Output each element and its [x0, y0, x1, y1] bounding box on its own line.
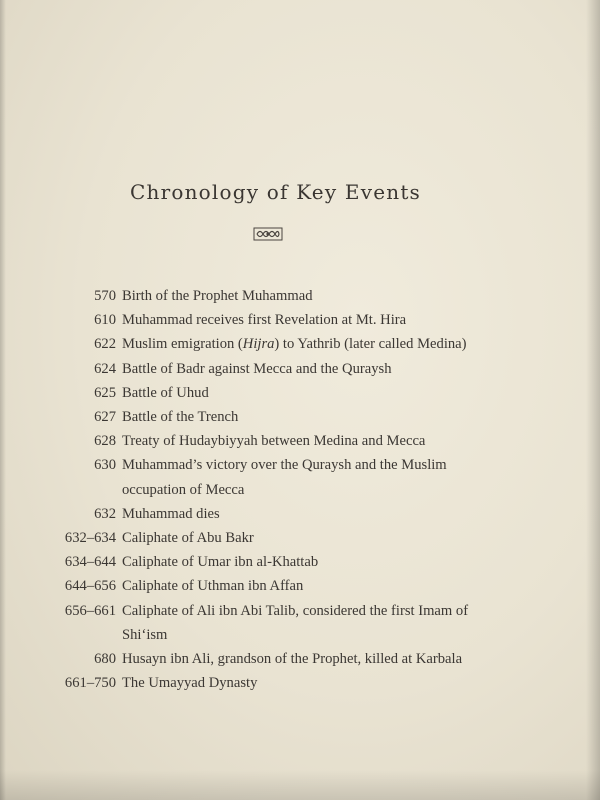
event-text-part: ) to Yathrib (later called Medina) — [274, 336, 467, 353]
list-item — [40, 574, 540, 598]
event-year: 630 — [94, 457, 116, 474]
event-description: Treaty of Hudaybiyyah between Medina and Mecca — [122, 433, 426, 450]
event-year: 627 — [94, 409, 116, 426]
list-item — [40, 453, 540, 501]
list-item — [40, 429, 540, 453]
chapter-title: Chronology of Key Events — [130, 180, 422, 204]
event-description: Muhammad receives first Revelation at Mt. Hira — [122, 312, 407, 329]
event-year: 656–661 — [64, 602, 116, 619]
list-item — [40, 599, 540, 647]
list-item — [40, 308, 540, 332]
event-description: Caliphate of Umar ibn al-Khattab — [122, 554, 319, 571]
page-shadow — [586, 0, 600, 800]
list-item — [40, 550, 540, 574]
event-description: Caliphate of Abu Bakr — [122, 530, 254, 547]
event-description: Muhammad’s victory over the Quraysh and the Muslim occupation of Mecca — [122, 457, 447, 498]
event-year: 610 — [94, 312, 116, 329]
event-year: 570 — [94, 288, 116, 304]
event-text-part: Muslim emigration ( — [122, 336, 243, 353]
event-year: 625 — [94, 384, 116, 401]
event-description: Battle of the Trench — [122, 409, 239, 426]
event-year: 624 — [94, 360, 116, 377]
event-description: Muhammad dies — [122, 505, 220, 522]
list-item — [40, 526, 540, 550]
event-description: Battle of Badr against Mecca and the Quraysh — [122, 360, 392, 377]
event-year: 622 — [94, 336, 116, 353]
list-item — [40, 647, 540, 671]
list-item — [40, 381, 540, 405]
event-year: 632–634 — [64, 530, 116, 547]
event-description — [122, 332, 522, 356]
event-description: Husayn ibn Ali, grandson of the Prophet, killed at Karbala — [122, 651, 463, 668]
list-item — [40, 284, 540, 308]
event-description: Caliphate of Uthman ibn Affan — [122, 578, 304, 595]
event-year: 661–750 — [64, 675, 116, 692]
event-description: Caliphate of Ali ibn Abi Talib, considered the first Imam of Shi‘ism — [122, 602, 469, 643]
event-description: The Umayyad Dynasty — [122, 675, 258, 692]
event-year: 628 — [94, 433, 116, 450]
event-year: 680 — [94, 651, 116, 668]
event-year: 634–644 — [64, 554, 116, 571]
list-item — [40, 357, 540, 381]
list-item — [40, 671, 540, 695]
event-description: Birth of the Prophet Muhammad — [122, 288, 313, 304]
event-year: 644–656 — [64, 578, 116, 595]
event-text-italic: Hijra — [242, 336, 275, 353]
ornament-icon — [253, 226, 283, 242]
list-item — [40, 332, 540, 356]
list-item — [40, 405, 540, 429]
list-item — [40, 502, 540, 526]
page-shadow — [0, 770, 600, 800]
event-description: Battle of Uhud — [122, 384, 209, 401]
chronology-list — [40, 284, 540, 695]
event-year: 632 — [94, 505, 116, 522]
page-edge-shadow — [0, 0, 6, 800]
